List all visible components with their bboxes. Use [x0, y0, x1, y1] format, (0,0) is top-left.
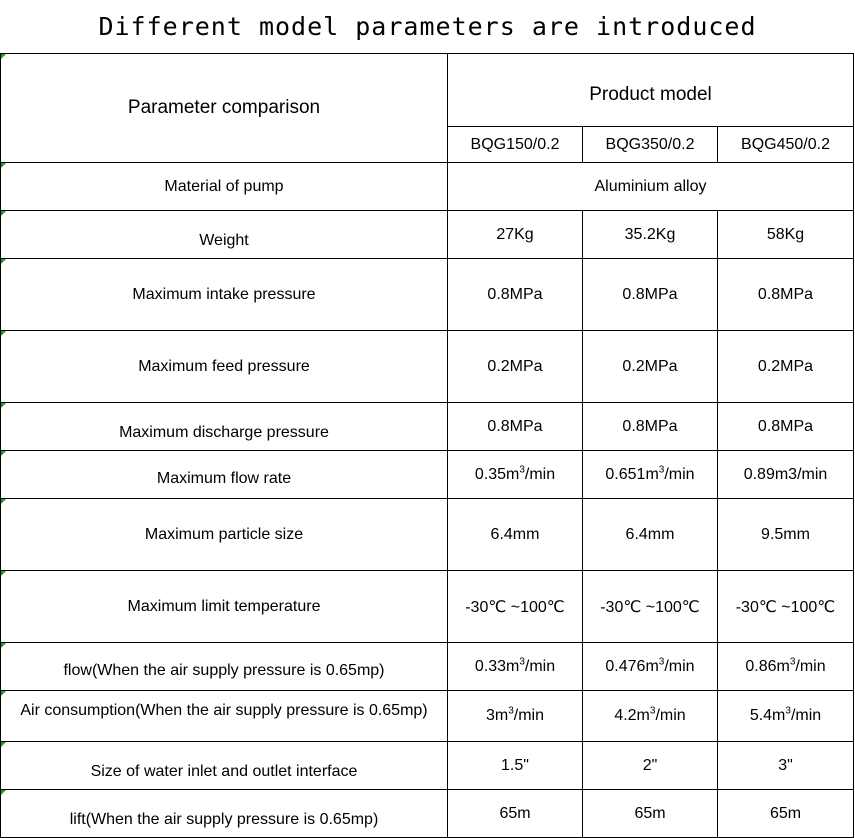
table-row — [1, 742, 854, 790]
table-row — [1, 163, 854, 211]
table-cell: $0.33m^3/\min$ — [448, 643, 583, 691]
table-cell: 2" — [583, 742, 718, 790]
table-cell: -30℃ ~100℃ — [583, 571, 718, 643]
table-cell: 1.5" — [448, 742, 583, 790]
table-cell: 0.2MPa — [718, 331, 854, 403]
superscript-3: 3 — [508, 705, 514, 717]
product-model-header: Product model — [448, 54, 854, 127]
table-cell: $5.4m^3/\min$ — [718, 691, 854, 742]
table-cell: 65m — [718, 790, 854, 838]
table-row — [1, 451, 854, 499]
table-cell: 0.8MPa — [583, 259, 718, 331]
table-cell: 35.2Kg — [583, 211, 718, 259]
superscript-3: 3 — [658, 464, 665, 476]
table-cell: 0.2MPa — [448, 331, 583, 403]
row-label: Weight — [1, 211, 448, 259]
table-row — [1, 790, 854, 838]
row-label: Material of pump — [1, 163, 448, 211]
superscript-3: 3 — [519, 464, 525, 476]
table-cell: 6.4mm — [448, 499, 583, 571]
table-cell: 0.8MPa — [718, 259, 854, 331]
table-cell: 0.8MPa — [448, 403, 583, 451]
superscript-3: 3 — [789, 656, 796, 668]
table-cell: $0.651m^3/\min$ — [583, 451, 718, 499]
table-cell: 0.2MPa — [583, 331, 718, 403]
superscript-3: 3 — [519, 656, 525, 668]
table-row — [1, 403, 854, 451]
table-cell: 0.89m3/min — [718, 451, 854, 499]
table-cell: 65m — [448, 790, 583, 838]
table-cell: 65m — [583, 790, 718, 838]
row-label: Size of water inlet and outlet interface — [1, 742, 448, 790]
superscript-3: 3 — [785, 705, 791, 717]
table-row — [1, 571, 854, 643]
table-cell: 58Kg — [718, 211, 854, 259]
table-cell: -30℃ ~100℃ — [448, 571, 583, 643]
row-label: Maximum discharge pressure — [1, 403, 448, 451]
row-label-text: Air consumption(When the air supply pressure is 0.65mp) — [20, 702, 428, 719]
parameter-comparison-header: Parameter comparison — [1, 54, 448, 163]
table-cell: $0.476m^3/\min$ — [583, 643, 718, 691]
table-cell: $4.2m^3/\min$ — [583, 691, 718, 742]
model-header: BQG350/0.2 — [583, 127, 718, 163]
parameter-table — [0, 53, 854, 838]
table-cell: 6.4mm — [583, 499, 718, 571]
model-header: BQG150/0.2 — [448, 127, 583, 163]
table-cell: $0.86m^3/\min$ — [718, 643, 854, 691]
header-row — [1, 54, 854, 127]
row-label: Maximum limit temperature — [1, 571, 448, 643]
table-cell: 27Kg — [448, 211, 583, 259]
table-cell: 0.8MPa — [583, 403, 718, 451]
model-header: BQG450/0.2 — [718, 127, 854, 163]
table-cell: 0.8MPa — [718, 403, 854, 451]
table-cell: $0.35m^3/\min$ — [448, 451, 583, 499]
table-row — [1, 691, 854, 742]
superscript-3: 3 — [658, 656, 665, 668]
table-row — [1, 331, 854, 403]
row-label: flow(When the air supply pressure is 0.65mp) — [1, 643, 448, 691]
material-value: Aluminium alloy — [448, 163, 854, 211]
row-label: Maximum flow rate — [1, 451, 448, 499]
table-row — [1, 499, 854, 571]
row-label: Maximum feed pressure — [1, 331, 448, 403]
table-cell: 3" — [718, 742, 854, 790]
row-label: Maximum intake pressure — [1, 259, 448, 331]
table-cell: -30℃ ~100℃ — [718, 571, 854, 643]
row-label: lift(When the air supply pressure is 0.65mp) — [1, 790, 448, 838]
table-cell: 9.5mm — [718, 499, 854, 571]
table-cell: 0.8MPa — [448, 259, 583, 331]
table-row — [1, 643, 854, 691]
superscript-3: 3 — [649, 705, 656, 717]
table-cell: $3m^3/\min$ — [448, 691, 583, 742]
table-row — [1, 211, 854, 259]
page-title: Different model parameters are introduced — [98, 12, 757, 41]
row-label: Maximum particle size — [1, 499, 448, 571]
table-row — [1, 259, 854, 331]
row-label — [1, 691, 448, 742]
